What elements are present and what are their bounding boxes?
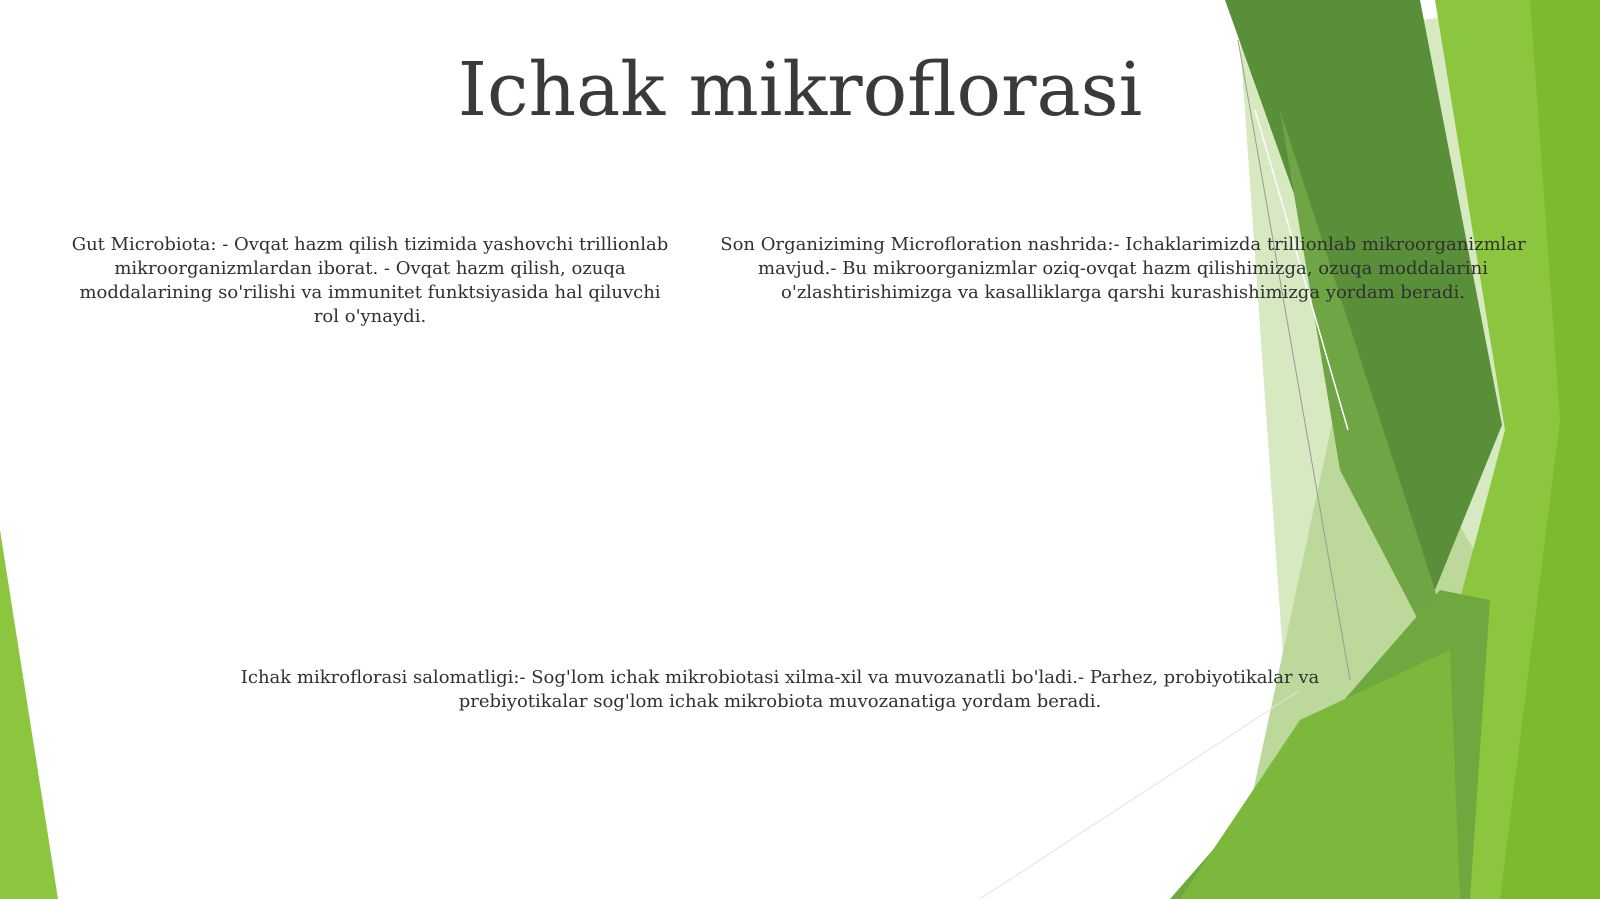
microfloration-paragraph: Son Organiziming Microfloration nashrida:- Ichaklarimizda trillionlab mikroorganizmlar mavjud.- Bu mikroorganizmlar oziq-ovqat hazm qilishimizga, ozuqa moddalarini o'zlashtirishimizga va kasalliklarga qarshi kurashishimizga yordam beradi.	[720, 234, 1526, 303]
slide-title: Ichak mikroflorasi	[457, 47, 1143, 133]
microflora-health-paragraph: Ichak mikroflorasi salomatligi:- Sog'lom ichak mikrobiotasi xilma-xil va muvozanatli bo'ladi.- Parhez, probiyotikalar va prebiyotikalar sog'lom ichak mikrobiota muvozanatiga yordam beradi.	[240, 667, 1320, 712]
left-green-sliver	[0, 530, 58, 899]
gut-microbiota-paragraph: Gut Microbiota: - Ovqat hazm qilish tizimida yashovchi trillionlab mikroorganizmlardan iborat. - Ovqat hazm qilish, ozuqa moddalarining so'rilishi va immunitet funktsiyasida hal qiluvchi rol o'ynaydi.	[71, 234, 669, 327]
